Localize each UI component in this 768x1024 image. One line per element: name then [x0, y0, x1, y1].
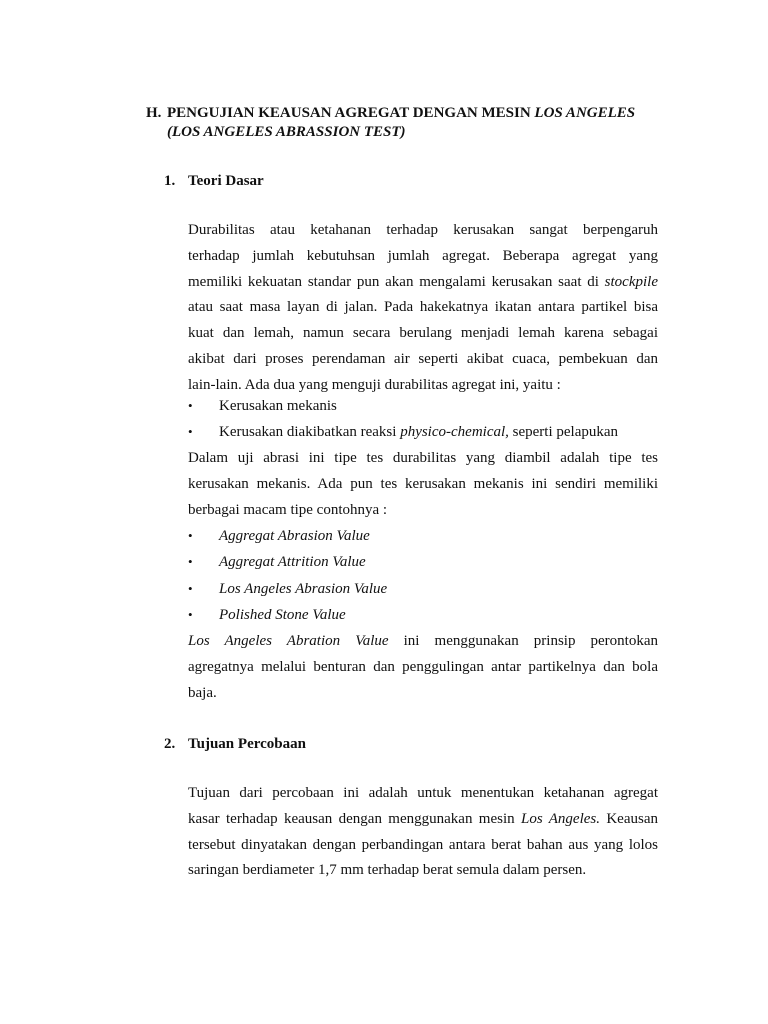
section1-number: 1. [164, 173, 176, 189]
section2-line: saringan berdiameter 1,7 mm terhadap berat semula dalam persen. [188, 862, 587, 879]
section2-line: Tujuan dari percobaan ini adalah untuk menentukan ketahanan agregat [188, 785, 658, 801]
bullet-text-after: seperti pelapukan [508, 424, 619, 440]
para2-line: Dalam uji abrasi ini tipe tes durabilitas yang diambil adalah tipe tes [188, 450, 658, 466]
bullet-item [188, 423, 668, 441]
bullet-italic: Aggregat Attrition Value [219, 554, 366, 570]
bullet-italic: Aggregat Abrasion Value [219, 528, 370, 544]
heading-line1-italic: LOS ANGELES [534, 105, 636, 121]
bullet-text: Kerusakan mekanis [219, 398, 337, 414]
para1-italic-word: stockpile [604, 273, 658, 290]
section2-title [164, 735, 306, 753]
section1-paragraph2 [188, 446, 658, 523]
bullet-item [188, 527, 668, 545]
para3-italic: Los Angeles Abration Value [188, 633, 389, 649]
para1-line: atau saat masa layan di jalan. Pada hakekatnya ikatan antara partikel bisa [188, 299, 658, 316]
section2-title-text: Tujuan Percobaan [188, 736, 306, 752]
para3-line [188, 629, 658, 655]
para3-line-text: ini menggunakan prinsip perontokan [388, 633, 659, 649]
para3-line: baja. [188, 684, 217, 701]
bullet-item [188, 397, 668, 415]
bullet-dot: • [188, 554, 193, 569]
para2-line: berbagai macam tipe contohnya : [188, 501, 388, 518]
bullet-dot: • [188, 581, 193, 596]
section2-line [188, 807, 658, 833]
bullet-item [188, 580, 668, 598]
para1-line: Durabilitas atau ketahanan terhadap kerusakan sangat berpengaruh [188, 222, 658, 238]
bullet-dot: • [188, 607, 193, 622]
bullet-italic: Los Angeles Abrasion Value [219, 581, 388, 597]
bullet-italic: physico-chemical, [400, 424, 509, 440]
bullet-item [188, 606, 668, 624]
bullet-italic: Polished Stone Value [219, 607, 346, 623]
para1-line: terhadap jumlah kebutuhsan jumlah agregat. Beberapa agregat yang [188, 247, 658, 264]
bullet-dot: • [188, 424, 193, 439]
para1-line-text: memiliki kekuatan standar pun akan mengalami kerusakan saat di [188, 273, 605, 290]
section2-number: 2. [164, 736, 176, 752]
section2-line: tersebut dinyatakan dengan perbandingan antara berat bahan aus yang lolos [188, 836, 658, 853]
document-heading [146, 104, 676, 142]
heading-line1-text: PENGUJIAN KEAUSAN AGREGAT DENGAN MESIN [167, 105, 535, 121]
section1-title-text: Teori Dasar [188, 173, 264, 189]
para1-line [188, 270, 658, 296]
heading-line2-italic: (LOS ANGELES ABRASSION TEST) [167, 124, 406, 140]
bullet-dot: • [188, 528, 193, 543]
bullet-item [188, 553, 668, 571]
para2-line: kerusakan mekanis. Ada pun tes kerusakan mekanis ini sendiri memiliki [188, 475, 658, 492]
section2-line-text: kasar terhadap keausan dengan menggunakan mesin [188, 810, 521, 827]
section1-title [164, 172, 264, 190]
para3-line: agregatnya melalui benturan dan penggulingan antar partikelnya dan bola [188, 658, 658, 675]
section2-italic: Los Angeles. [520, 810, 600, 827]
bullet-dot: • [188, 398, 193, 413]
section2-line-after: Keausan [599, 810, 658, 827]
para1-line: akibat dari proses perendaman air seperti akibat cuaca, pembekuan dan [188, 350, 658, 367]
para1-line: lain-lain. Ada dua yang menguji durabilitas agregat ini, yaitu : [188, 376, 561, 393]
section2-paragraph [188, 781, 658, 884]
heading-label: H. [146, 105, 162, 121]
bullet-text: Kerusakan diakibatkan reaksi [219, 424, 401, 440]
para1-line: kuat dan lemah, namun secara berulang menjadi lemah karena sebagai [188, 325, 658, 342]
section1-paragraph1 [188, 218, 658, 399]
section1-paragraph3 [188, 629, 658, 706]
